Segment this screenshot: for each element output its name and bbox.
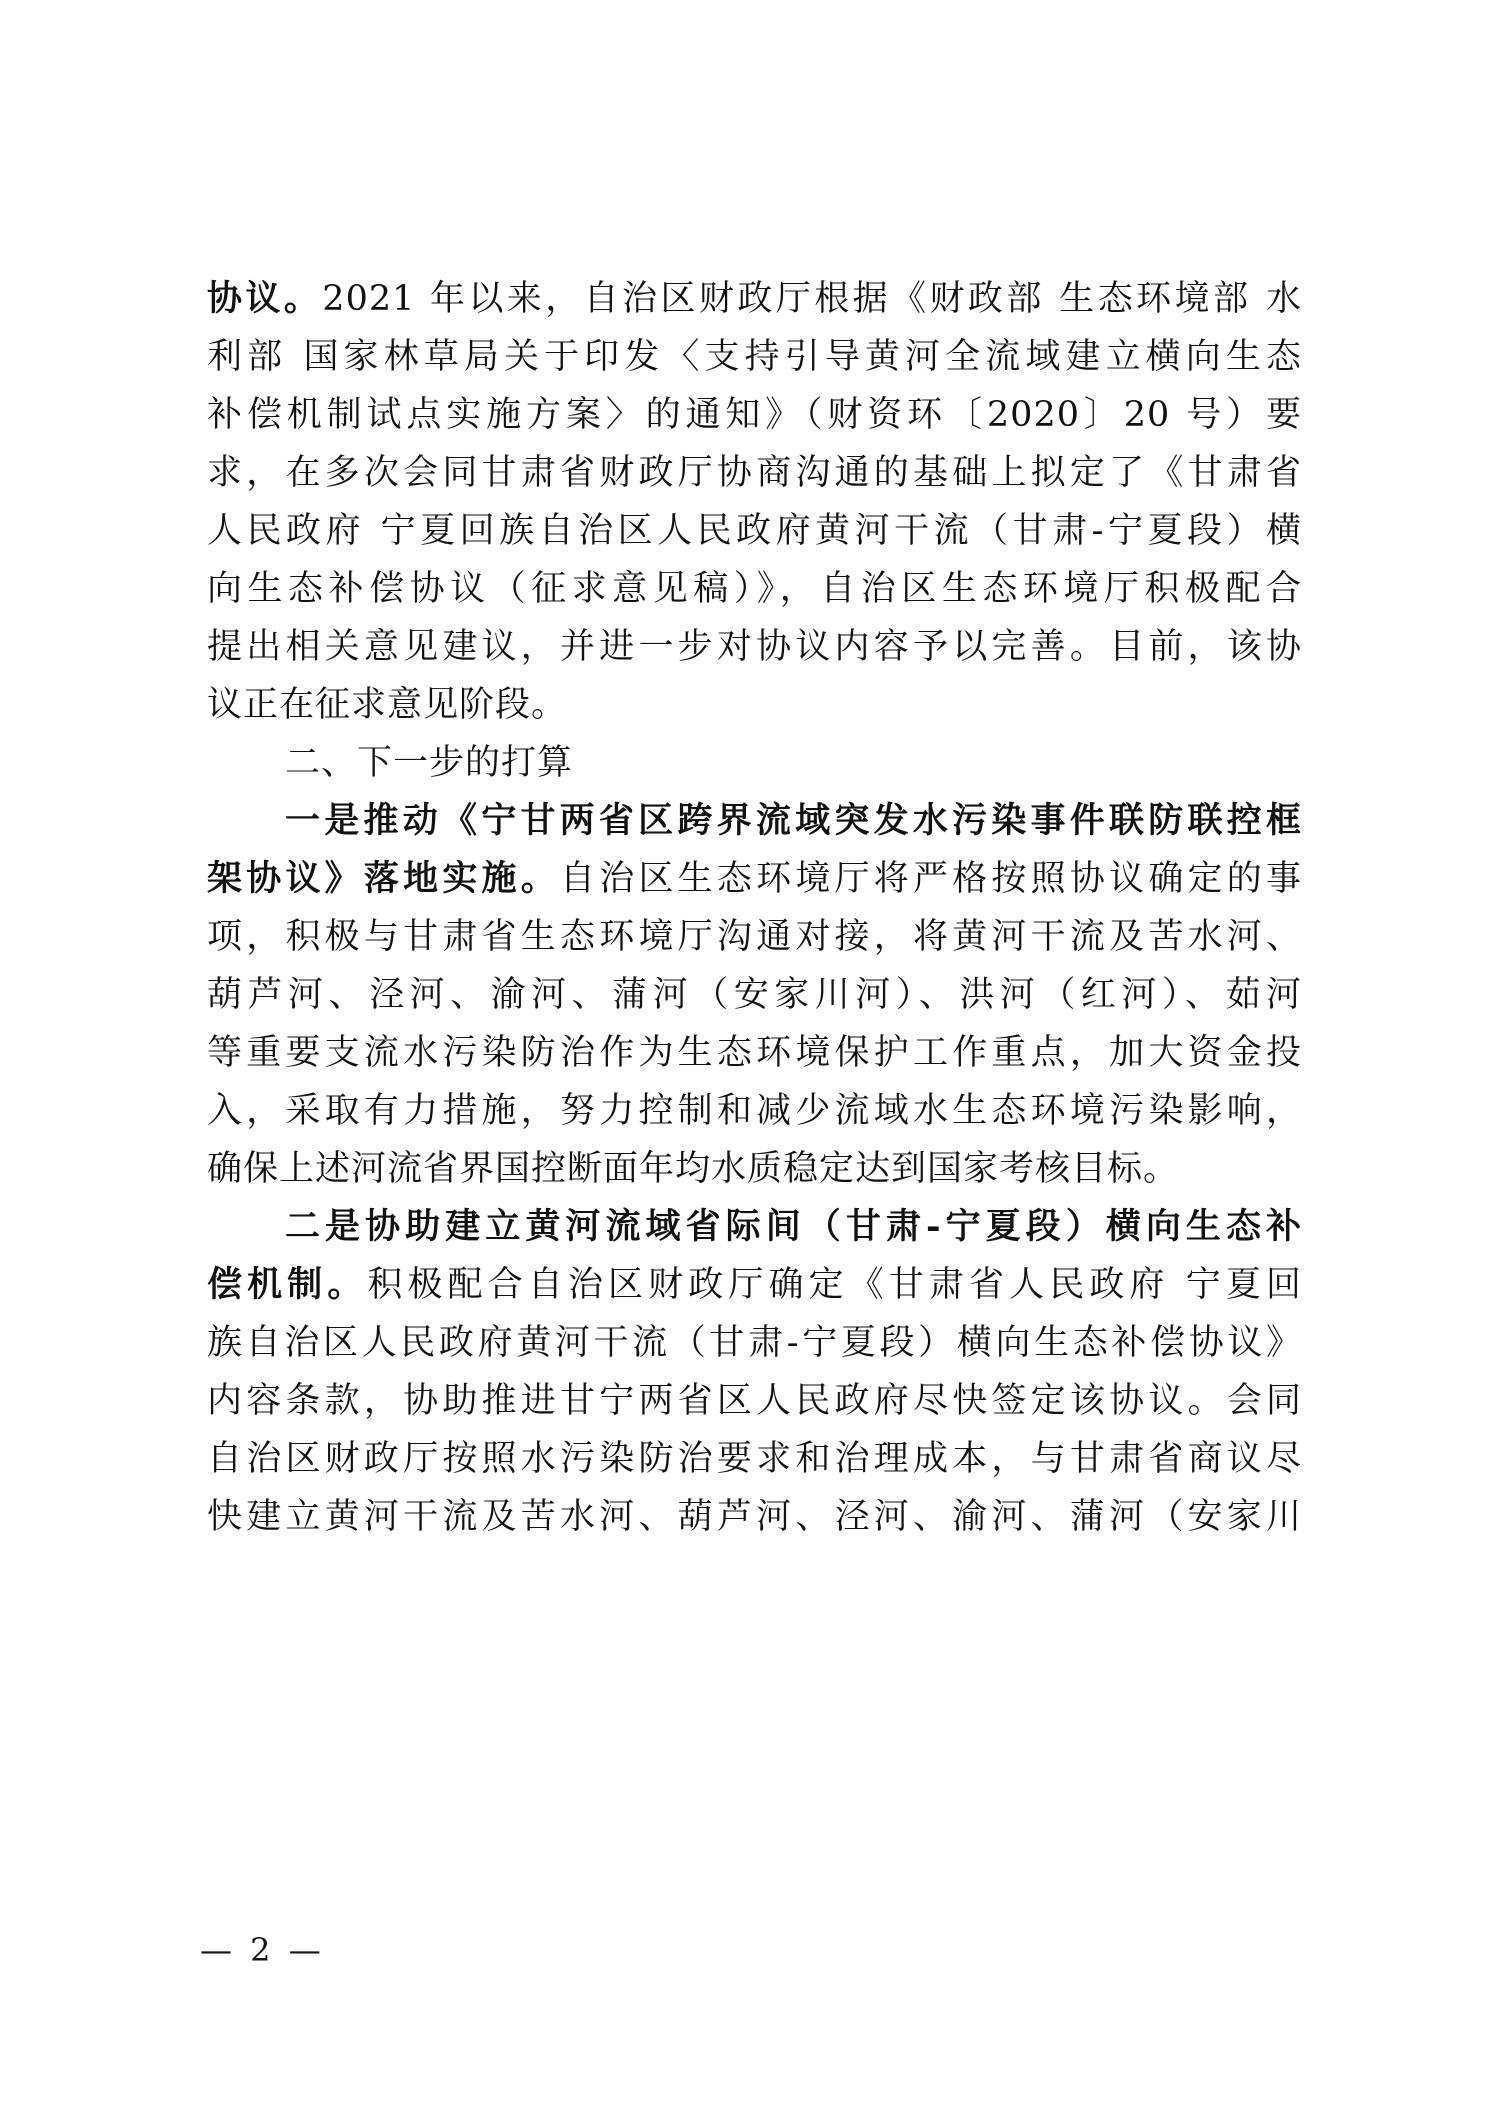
text-line [207, 1255, 1302, 1315]
bold-run: 二是协助建立黄河流域省际间（甘肃-宁夏段）横向生态补 [285, 1206, 1302, 1247]
text-run: 自治区财政厅按照水污染防治要求和治理成本，与甘肃省商议尽 [207, 1439, 1302, 1479]
text-line [207, 1429, 1302, 1489]
text-line [207, 1023, 1302, 1083]
text-line [285, 1197, 1302, 1257]
text-run: 二、下一步的打算 [285, 743, 574, 783]
text-run: 葫芦河、泾河、渝河、蒲河（安家川河）、洪河（红河）、茹河 [207, 975, 1302, 1015]
text-line [207, 1371, 1302, 1431]
page-number: — 2 — [200, 1931, 325, 1969]
text-run: 自治区生态环境厅将严格按照协议确定的事 [560, 859, 1302, 899]
text-run: 2021 年以来，自治区财政厅根据《财政部 生态环境部 水 [322, 279, 1302, 319]
text-line [207, 443, 1302, 503]
text-run: 入，采取有力措施，努力控制和减少流域水生态环境污染影响， [207, 1091, 1302, 1131]
bold-run: 架协议》落地实施。 [207, 858, 560, 899]
text-line [207, 559, 1302, 619]
section-heading [285, 733, 1302, 793]
text-run: 快建立黄河干流及苦水河、葫芦河、泾河、渝河、蒲河（安家川 [207, 1497, 1302, 1537]
text-line [207, 617, 1302, 677]
text-run: 利部 国家林草局关于印发〈支持引导黄河全流域建立横向生态 [207, 337, 1302, 377]
text-line [207, 385, 1302, 445]
text-line [207, 327, 1302, 387]
text-run: 补偿机制试点实施方案〉的通知》（财资环〔2020〕20 号）要 [207, 395, 1302, 435]
text-run: 项，积极与甘肃省生态环境厅沟通对接，将黄河干流及苦水河、 [207, 917, 1302, 957]
text-line [207, 501, 1302, 561]
bold-run: 一是推动《宁甘两省区跨界流域突发水污染事件联防联控框 [285, 800, 1302, 841]
text-line [207, 965, 1302, 1025]
text-run: 提出相关意见建议，并进一步对协议内容予以完善。目前，该协 [207, 627, 1302, 667]
text-line [207, 269, 1302, 329]
text-line [207, 907, 1302, 967]
text-line [207, 675, 1302, 735]
bold-run: 偿机制。 [207, 1264, 368, 1305]
text-line [207, 1313, 1302, 1373]
text-run: 人民政府 宁夏回族自治区人民政府黄河干流（甘肃-宁夏段）横 [207, 511, 1302, 551]
text-run: 内容条款，协助推进甘宁两省区人民政府尽快签定该协议。会同 [207, 1381, 1302, 1421]
text-line [207, 1081, 1302, 1141]
text-run: 等重要支流水污染防治作为生态环境保护工作重点，加大资金投 [207, 1033, 1302, 1073]
text-line [207, 849, 1302, 909]
text-line [207, 1139, 1302, 1199]
bold-run: 协议。 [207, 278, 323, 319]
text-run: 确保上述河流省界国控断面年均水质稳定达到国家考核目标。 [207, 1149, 1180, 1189]
text-run: 族自治区人民政府黄河干流（甘肃-宁夏段）横向生态补偿协议》 [207, 1323, 1302, 1363]
text-line [207, 1487, 1302, 1547]
text-run: 求，在多次会同甘肃省财政厅协商沟通的基础上拟定了《甘肃省 [207, 453, 1302, 493]
text-line [285, 791, 1302, 851]
text-run: 积极配合自治区财政厅确定《甘肃省人民政府 宁夏回 [367, 1265, 1302, 1305]
text-run: 向生态补偿协议（征求意见稿）》，自治区生态环境厅积极配合 [207, 569, 1302, 609]
text-run: 议正在征求意见阶段。 [207, 685, 568, 725]
